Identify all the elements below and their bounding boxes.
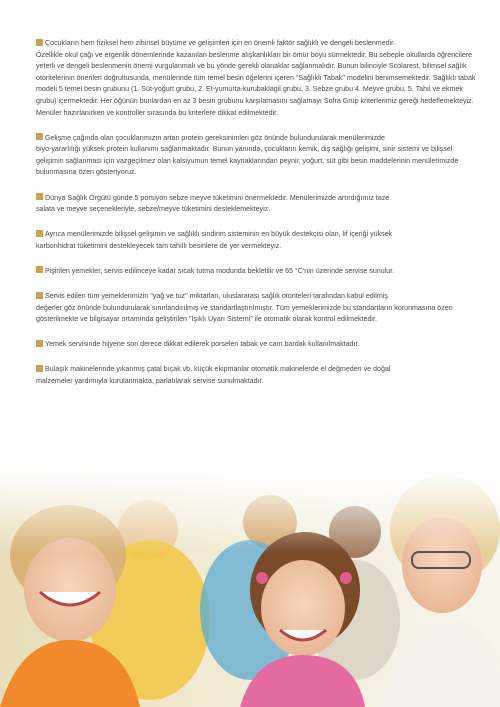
- paragraph-text-cont: karbonhidrat tüketimini destekleyecek tam tahıllı besinlere de yer vermekteyiz.: [36, 241, 282, 250]
- paragraph-text: Dünya Sağlık Örgütü günde 5 porsiyon sebze meyve tüketimini önermektedir. Menülerimizde artırdığımız taze: [45, 193, 390, 202]
- paragraph-fat-salt: [36, 291, 476, 326]
- bullet-square-icon: [36, 39, 43, 46]
- paragraph-nutrition: [36, 38, 476, 119]
- paragraph-text: Ayrıca menülerimizde bilişsel gelişimin ve sağlıklı sindirim sisteminin en büyük destekçisi olan, lif içeriği yüksek: [45, 230, 393, 239]
- bullet-square-icon: [36, 230, 43, 237]
- paragraph-text-cont: malzemeler yardımıyla kurulanmakta, parlatılarak servise sunulmaktadır.: [36, 376, 264, 385]
- paragraph-text: Bulaşık makinelerinde yıkanmış çatal bıçak vb. küçük ekipmanlar otomatik makinelerde el değmeden ve doğal: [45, 365, 391, 374]
- paragraph-text-cont: salata ve meyve seçenekleriyle, sebze/meyve tüketimini desteklemekteyiz.: [36, 205, 271, 214]
- bullet-square-icon: [36, 365, 43, 372]
- paragraph-text: Gelişme çağında olan çocuklarımızın artan protein gereksinimleri göz önünde bulundurularak menülerimizde: [45, 133, 385, 142]
- paragraph-hygiene: [36, 339, 476, 351]
- paragraph-serving-temperature: [36, 266, 476, 278]
- bullet-square-icon: [36, 340, 43, 347]
- paragraph-text-cont: Özellikle okul çağı ve ergenlik dönemlerinde kazanılan beslenme alışkanlıkları bir ömür boyu sürmektedir. Bu sebeple okullarda öğrencilere yeterli ve dengeli beslenmenin önemi vurgulanmalı ve bu yönde gerekli olanaklar sağlanmalıdır. Bunun bilinciyle Scolarest, bilimsel sağlık otoritelerinin önerileri doğrultusunda, menülerinde tüm temel besin öğelerini içeren "Sağlıklı Tabak" modelini benimsemektedir. Sağlıklı tabak modeli 5 temel besin grubunu (1. Süt-yoğurt grubu, 2. Et-yumurta-kurubaklagil grubu, 3. Sebze grubu 4. Meyve grubu, 5. Tahıl ve ekmek grubu) içermektedir. Her öğünün bunlardan en az 3 besin grubunu karşılamasını sağlamayı Sofra Grup kriterlerimiz gereği hedeflemekteyiz. Menüler hazırlanırken ve kontroller sırasında bu kriterlere dikkat edilmektedir.: [36, 50, 476, 117]
- bullet-square-icon: [36, 292, 43, 299]
- paragraph-text: Çocukların hem fiziksel hem zihinsel büyüme ve gelişimleri için en önemli faktör sağlıklı ve dengeli beslenmedir.: [45, 39, 396, 47]
- paragraph-whole-grains: [36, 229, 476, 252]
- bullet-square-icon: [36, 266, 43, 273]
- paragraph-dishwashing: [36, 364, 476, 387]
- paragraph-text-cont: biyo-yararlılığı yüksek protein kullanımı sağlanmaktadır. Bunun yanında, çocukların kemik, diş sağlığı gelişimi, sinir sistemi ve bilişsel gelişimin sağlanması için vazgeçilmez olan kalsiyumun temel kaynaklarından peynir, yoğurt, süt gibi besin maddelerinin menülerimizde bulunmasına özen gösteriyoruz.: [36, 145, 459, 177]
- text-content: [36, 38, 476, 401]
- paragraph-vegetables: [36, 193, 476, 216]
- paragraph-text-cont: değerler göz önünde bulundurularak sınırlandırılmış ve standartlaştırılmıştır. Tüm yemeklerimizde bu standartların korunmasına özen gösterilmekte ve bilgisayar ortamında geliştirilen "Işıklı Uyarı Sistemi" ile otomatik olarak kontrol edilmektedir.: [36, 303, 453, 324]
- children-classroom-photo: [0, 470, 500, 707]
- paragraph-text: Servis edilen tüm yemeklerimizin "yağ ve tuz" miktarları, uluslararası sağlık otoriteleri tarafından kabul edilmiş: [45, 292, 388, 300]
- paragraph-text: Pişirilen yemekler, servis edilinceye kadar sıcak tutma modunda bekletilir ve 65 °C'nin üzerinde servise sunulur.: [45, 266, 395, 275]
- bullet-square-icon: [36, 133, 43, 140]
- paragraph-text: Yemek servisinde hijyene son derece dikkat edilerek porselen tabak ve cam bardak kullanılmaktadır.: [45, 340, 360, 349]
- paragraph-protein: [36, 133, 476, 179]
- bullet-square-icon: [36, 193, 43, 200]
